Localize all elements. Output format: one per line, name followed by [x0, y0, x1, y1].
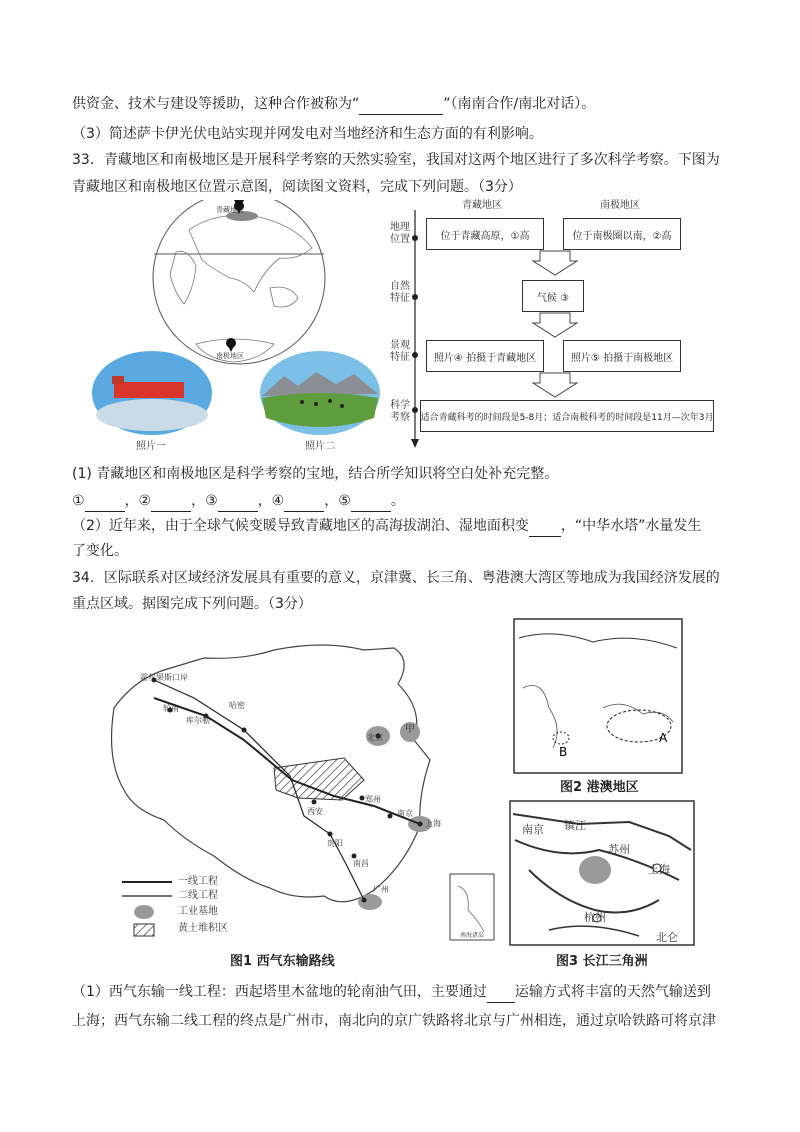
text-segment: ，“中华水塔”水量发生 [560, 518, 702, 534]
svg-text:B: B [559, 745, 568, 759]
block-arrow-3 [533, 373, 577, 397]
blank-label: ，② [124, 493, 152, 509]
yrd-label-shanghai: 上海 [648, 863, 670, 876]
row-label-landscape: 景观特征 [390, 340, 410, 363]
row-label-nature: 自然特征 [390, 281, 410, 304]
legend-loess: 黄土堆积区 [178, 923, 228, 934]
answer-blank-3[interactable] [218, 491, 258, 512]
place-label: 霍尔果斯口岸 [140, 673, 188, 682]
question-33-2-line-2: 了变化。 [72, 543, 128, 559]
answer-blank-5[interactable] [351, 491, 391, 512]
question-34-line-2: 重点区域。据图完成下列问题。（3分） [72, 596, 312, 612]
yrd-label-suzhou: 苏州 [608, 843, 630, 856]
box-climate: 气候 ③ [522, 280, 584, 312]
question-34-line-1: 34．区际联系对区域经济发展具有重要的意义，京津冀、长三角、粤港澳大湾区等地成为我国经济发展的 [72, 570, 720, 586]
question-33-line-2: 青藏地区和南极地区位置示意图，阅读图文资料，完成下列问题。（3分） [72, 179, 522, 195]
box-antarctica-location: 位于南极圈以南，②高 [563, 218, 681, 250]
place-label: 郑州 [365, 795, 381, 804]
box-survey-time: 适合青藏科考的时间段是5-8月；适合南极科考的时间段是11月—次年3月 [420, 400, 714, 432]
blank-label: 。 [390, 493, 405, 509]
place-label: 南京 [397, 809, 413, 818]
answer-blank-7[interactable] [487, 982, 515, 1003]
place-label: 北京 [367, 733, 383, 742]
blank-label: ，③ [191, 493, 218, 509]
box-photo-antarctica: 照片⑤ 拍摄于南极地区 [563, 340, 681, 372]
legend-line-two: 二线工程 [178, 890, 218, 901]
answer-blank-4[interactable] [284, 491, 324, 512]
text-line-2: （3）简述萨卡伊光伏电站实现并网发电对当地经济和生态方面的有利影响。 [72, 126, 543, 142]
block-arrow-2 [533, 313, 577, 337]
place-label: 哈密 [229, 701, 245, 710]
row-label-location: 地理位置 [390, 222, 410, 245]
figure-1-caption: 图1 西气东输路线 [230, 954, 335, 969]
flowchart-col-left: 青藏地区 [462, 200, 502, 211]
figure-2-caption: 图2 港澳地区 [560, 780, 639, 795]
blank-label: ，⑤ [324, 493, 351, 509]
legend-industrial: 工业基地 [178, 906, 218, 917]
answer-blank-1[interactable] [85, 491, 125, 512]
question-34-1-line-2: 上海；西气东输二线工程的终点是广州市，南北向的京广铁路将北京与广州相连，通过京哈铁路可将京津 [72, 1013, 716, 1029]
place-label: 甲 [405, 724, 415, 735]
box-photo-tibet: 照片④ 拍摄于青藏地区 [426, 340, 544, 372]
svg-text:A: A [659, 731, 668, 745]
globe-label-antarctica: 南极地区 [216, 352, 244, 360]
answer-blank-2[interactable] [151, 491, 191, 512]
photo-one-caption: 照片一 [136, 441, 166, 452]
text-segment: （1）西气东输一线工程：西起塔里木盆地的轮南油气田，主要通过 [72, 984, 487, 1000]
question-33-line-1: 33．青藏地区和南极地区是开展科学考察的天然实验室，我国对这两个地区进行了多次科学考察。下图为 [72, 152, 720, 168]
text-line-1 [72, 94, 595, 115]
inset-label: 南海诸岛 [459, 932, 484, 939]
blank-label: ，④ [257, 493, 285, 509]
hk-macau-map [513, 618, 683, 774]
place-label: 上海 [425, 819, 441, 828]
answer-blank-6[interactable] [529, 516, 561, 537]
place-label: 南昌 [353, 859, 369, 868]
place-label: 广州 [373, 885, 389, 894]
place-label: 贵阳 [327, 839, 343, 848]
question-33-1: (1) 青藏地区和南极地区是科学考察的宝地，结合所学知识将空白处补充完整。 [72, 466, 559, 482]
place-label: 西安 [307, 807, 323, 816]
legend-line-one: 一线工程 [178, 876, 218, 887]
answer-blank[interactable] [359, 94, 443, 115]
yrd-label-nanjing: 南京 [522, 823, 544, 836]
row-label-survey: 科学考察 [390, 400, 410, 423]
photo-two-caption: 照片二 [305, 441, 335, 452]
place-label: 轮南 [163, 704, 179, 713]
text-segment: 供资金、技术与建设等援助，这种合作被称为“ [72, 96, 360, 112]
taihu-lake [579, 856, 611, 884]
yrd-label-beilun: 北仑 [656, 931, 678, 944]
question-34-1-line-1 [72, 982, 711, 1003]
figure-3-caption: 图3 长江三角洲 [556, 954, 648, 969]
place-label: 库尔勒 [186, 716, 210, 725]
china-map-figure [94, 620, 504, 950]
map-legend [122, 882, 172, 936]
blank-label: ① [72, 493, 85, 509]
text-segment: （2）近年来，由于全球气候变暖导致青藏地区的高海拔湖泊、湿地面积变 [72, 518, 529, 534]
box-tibet-location: 位于青藏高原，①高 [426, 218, 544, 250]
yrd-label-zhenjiang: 镇江 [564, 819, 586, 832]
question-33-2-line-1 [72, 516, 701, 537]
globe-figure [84, 200, 404, 460]
text-segment: ”（南南合作/南北对话）。 [443, 96, 596, 112]
globe-label-tibet: 青藏地区 [216, 206, 244, 214]
block-arrow-1 [533, 251, 577, 275]
question-33-blanks [72, 491, 405, 512]
flowchart-col-right: 南极地区 [600, 200, 640, 211]
yrd-label-hangzhou: 杭州 [584, 911, 606, 924]
text-segment: 运输方式将丰富的天然气输送到 [514, 984, 711, 1000]
